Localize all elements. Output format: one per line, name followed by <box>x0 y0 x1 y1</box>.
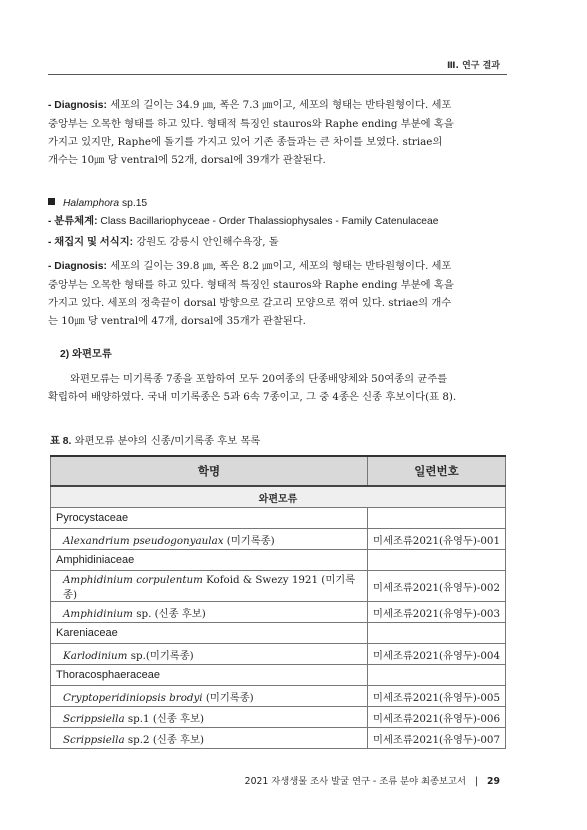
species-qualifier: sp.1 (신종 후보) <box>124 712 204 725</box>
diagnosis-paragraph-2 <box>48 257 508 330</box>
species-table <box>50 455 506 749</box>
species-name-cell <box>51 686 368 707</box>
species-name-cell <box>51 602 368 623</box>
footer-separator: | <box>474 776 479 787</box>
diagnosis-label: - Diagnosis: <box>48 100 107 111</box>
column-header-code: 일련번호 <box>368 456 506 486</box>
table-caption-label: 표 8. <box>50 436 72 447</box>
family-name: Thoracosphaeraceae <box>51 665 368 686</box>
para2-line-2: 가지고 있다. 세포의 정축끝이 dorsal 방향으로 갈고리 모양으로 꺾여 있다. striae의 개수 <box>48 297 452 309</box>
subsection-title: 2) 와편모류 <box>60 349 112 360</box>
species-name-cell <box>51 728 368 749</box>
species-italic-name: Cryptoperidiniopsis brodyi <box>63 691 203 704</box>
table-family-row <box>51 508 506 529</box>
para1-line-3: 개수는 10㎛ 당 ventral에 52개, dorsal에 39개가 관찰된다. <box>48 154 326 166</box>
table-caption <box>50 432 260 447</box>
footer-text: 2021 자생생물 조사 발굴 연구 - 조류 분야 최종보고서 <box>244 776 466 787</box>
species-italic-name: Scrippsiella <box>63 712 125 725</box>
para1-line-0: 세포의 길이는 34.9 ㎛, 폭은 7.3 ㎛이고, 세포의 형태는 반타원형이다. 세포 <box>106 99 452 111</box>
serial-number-cell: 미세조류2021(유영두)-006 <box>368 707 506 728</box>
para1-line-2: 가지고 있지만, Raphe에 돌기를 가지고 있어 기존 종들과는 큰 차이를 보였다. striae의 <box>48 136 443 148</box>
habitat-text: 강원도 강릉시 안인해수욕장, 돌 <box>133 236 279 248</box>
table-row <box>51 529 506 550</box>
serial-number-cell: 미세조류2021(유영두)-004 <box>368 644 506 665</box>
serial-number-cell: 미세조류2021(유영두)-002 <box>368 571 506 602</box>
classification-line <box>48 212 508 231</box>
species-name-cell <box>51 644 368 665</box>
classification-text: Class Bacillariophyceae - Order Thalassiophysales - Family Catenulaceae <box>97 216 439 227</box>
table-row <box>51 728 506 749</box>
family-name: Kareniaceae <box>51 623 368 644</box>
species-italic-name: Alexandrium pseudogonyaulax <box>63 534 224 547</box>
serial-number-cell: 미세조류2021(유영두)-005 <box>368 686 506 707</box>
species-name-cell <box>51 529 368 550</box>
header-rule <box>48 74 507 75</box>
table-row <box>51 571 506 602</box>
family-code-empty <box>368 623 506 644</box>
species-italic-name: Karlodinium <box>63 649 128 662</box>
species-qualifier: sp.(미기록종) <box>127 649 194 662</box>
table-row <box>51 707 506 728</box>
table-row <box>51 644 506 665</box>
table-family-row <box>51 665 506 686</box>
para1-line-1: 중앙부는 오목한 형태를 하고 있다. 형태적 특징인 stauros와 Raphe ending 부분에 혹을 <box>48 118 454 130</box>
family-name: Amphidiniaceae <box>51 550 368 571</box>
species-name-cell <box>51 707 368 728</box>
para3-line-1: 확립하여 배양하였다. 국내 미기록종은 5과 6속 7종이고, 그 중 4종은 신종 후보이다(표 8). <box>48 391 457 403</box>
family-code-empty <box>368 508 506 529</box>
dinoflagellate-paragraph <box>48 370 508 406</box>
family-code-empty <box>368 665 506 686</box>
species-qualifier: sp. (신종 후보) <box>132 607 206 620</box>
para3-line-0: 와편모류는 미기록종 7종을 포함하여 모두 20여종의 단종배양체와 50여종의 균주를 <box>70 373 448 385</box>
table-section-label: 와편모류 <box>51 486 506 508</box>
table-family-row <box>51 550 506 571</box>
table-section-row <box>51 486 506 508</box>
species-genus: Halamphora <box>63 198 120 209</box>
para2-line-1: 중앙부는 오목한 형태를 하고 있다. 형태적 특징인 stauros와 Raphe ending 부분에 혹을 <box>48 279 454 291</box>
serial-number-cell: 미세조류2021(유영두)-003 <box>368 602 506 623</box>
family-code-empty <box>368 550 506 571</box>
diagnosis-paragraph-1 <box>48 96 508 169</box>
para2-line-0: 세포의 길이는 39.8 ㎛, 폭은 8.2 ㎛이고, 세포의 형태는 반타원형이다. 세포 <box>106 260 452 272</box>
serial-number-cell: 미세조류2021(유영두)-007 <box>368 728 506 749</box>
classification-label: - 분류체계: <box>48 216 98 227</box>
diagnosis-label-2: - Diagnosis: <box>48 261 107 272</box>
table-row <box>51 602 506 623</box>
species-italic-name: Amphidinium <box>63 607 133 620</box>
species-qualifier: Kofoid & Swezy 1921 (미기록종) <box>63 574 356 601</box>
family-name: Pyrocystaceae <box>51 508 368 529</box>
species-qualifier: sp.2 (신종 후보) <box>124 733 204 746</box>
serial-number-cell: 미세조류2021(유영두)-001 <box>368 529 506 550</box>
table-family-row <box>51 623 506 644</box>
running-header: Ⅲ. 연구 결과 <box>447 61 500 71</box>
page-number: 29 <box>487 776 500 787</box>
species-qualifier: (미기록종) <box>223 534 275 547</box>
square-bullet-icon <box>48 198 55 205</box>
habitat-line <box>48 233 508 252</box>
species-heading <box>48 194 508 213</box>
table-row <box>51 686 506 707</box>
species-italic-name: Scrippsiella <box>63 733 125 746</box>
table-caption-text: 와편모류 분야의 신종/미기록종 후보 목록 <box>71 435 261 447</box>
species-name-cell <box>51 571 368 602</box>
page-footer <box>245 773 500 787</box>
column-header-name: 학명 <box>51 456 368 486</box>
para2-line-3: 는 10㎛ 당 ventral에 47개, dorsal에 35개가 관찰된다. <box>48 315 306 327</box>
species-italic-name: Amphidinium corpulentum <box>63 574 203 586</box>
habitat-label: - 채집지 및 서식지: <box>48 237 134 248</box>
species-qualifier: (미기록종) <box>202 691 254 704</box>
species-suffix: sp.15 <box>119 198 148 209</box>
